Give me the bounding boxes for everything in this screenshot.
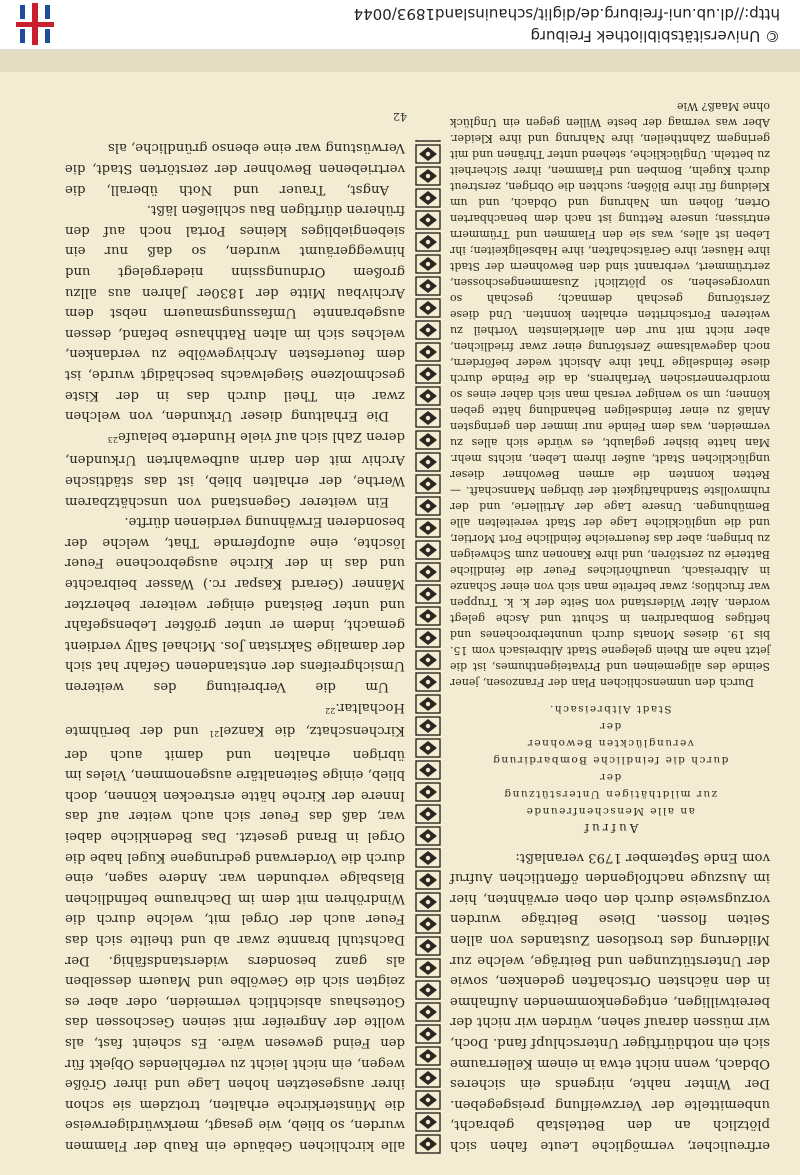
appeal-line: Stadt Altbreisach. — [548, 703, 672, 716]
paragraph: Die Erhaltung dieser Urkunden, von welchen zwar ein Theil durch das in der Kiste geschmolzene Siegelwachs beschädigt wurde, ist dem feuerfesten Archivgewölbe zu verdanken, welches sich im alten Rathhause befand, dessen ausgebrannte Umfassungsmauern nebst dem Archivbau Mitte der 1830er Jahren aus allzu großem Ordnungssinn niedergelegt und hinweggeräumt wurden, so daß nur ein siebengiebliges kleines Portal noch auf den früheren dürftigen Bau schließen läßt. — [65, 202, 405, 424]
page-edge — [0, 50, 800, 72]
appeal-line: durch die feindliche Bombardirung — [491, 754, 729, 767]
appeal-line: an alle Menschenfreunde — [525, 805, 695, 818]
appeal-line: der — [598, 720, 622, 733]
paragraph: erfreulicher, vermögliche Leute fahen sich plötzlich an den Bettelstab gebracht, unbemittelte der Verzweiflung preisgegeben. Der Winter nahte, nirgends ein sicheres Obdach, wenn nicht etwa in einem Kellerraume sich ein nothdürftiger Unterschlupf fand. Doch, wir müssen darauf sehen, würden wir nicht der bereitwilligen, entgegenkommenden Aufnahme in den nächsten Ortschaften gedenken, sowie der Unterstützungen und Beiträge, welche zur Milderung des trostlosen Zustandes von allen Seiten flossen. Diese Beiträge wurden vorzugsweise durch den oben erwähnten, hier im Auszuge nachfolgenden öffentlichen Aufruf vom Ende September 1793 veranlaßt: — [450, 849, 770, 1153]
appeal-heading: Aufruf — [581, 821, 639, 836]
paragraph — [65, 425, 405, 510]
paragraph — [65, 696, 405, 1155]
appeal-notice — [450, 700, 770, 836]
left-text-column — [450, 100, 770, 1155]
paragraph: Um die Verbreitung des weiteren Umsichgreifens der entstandenen Gefahr hat sich der damalige Sakristan Jos. Michael Sally verdient gemacht, indem er unter größter Lebensgefahr und unter Beistand einiger weiterer beherzter Männer (Gerard Kaspar rc.) Wasser beibrachte und das in der Kirche ausgebrochene Feuer löschte, eine aufopfernde That, welche der besonderen Erwähnung verdienen dürfte. — [65, 514, 405, 694]
appeal-body-text: Durch den unmenschlichen Plan der Franzosen, jener Seinde des allgemeinen und Privateigenthumes, ist die jetzt nahe am Rhein gelegene Stadt Altbreisach vom 15. bis 19. dieses Monats durch ununterbrochenes und heftiges Bombardiren in Schutt und Asche gelegt worden. Alter Widerstand von Seite der k. k. Truppen war fruchtlos; zwar befreite man sich von einer Schanze in Altbreisach, unaufhörliches Feuer die feindliche Batterie zu zerstören, und ihre Kanonen zum Schweigen zu bringen; aber das feuerreiche feindliche Fort Mortier, und die unglückliche Lage der Stadt vereitelten alle Bemühungen. Unsere Lage der Artillerie, und der ruhmvollste Standhaftigkeit der übrigen Mannschaft. — Retten konnten die armen Bewohner dieser unglücklichen Stadt, außer ihrem Leben, nichts mehr. Man hatte bisher geglaubt, es würde sich alles zu vermeiden, was dem Feinde nur immer den geringsten Anlaß zu einer feindseligen Behandlung hätte geben können; um so weniger versah man sich daher eines so mordbrennerischen Verfahrens, da die Feinde durch diese feindselige That ihre Absicht weder befördern, noch dagewaltsame Zerstörung einer zwar friedlichen, aber nicht mit nur den allerkleinsten Vortheil zu weiteren Fortschritten erhalten konnten. Und diese Zerstörung geschah demnach; geschah so unvorgesehen, so plötzlich! Zusammengeschossen, zertrümmert, verbrannt sind den Bewohnern der Stadt ihre Häuser, ihre Gerätschaften, ihre Habseligkeiten; ihr Leben ist alles, was sie den Flammen und Trümmern entrissen; unsere Rettung ist nach dem benachbarten Orten, flohen um Nahrung und Obdach, und um Kleidung für ihre Blößen; suchten die Obrigen, zerstreut durch Kugeln, Bomben und Flammen, ihrer Sicherheit zu betteln. Unglückliche, stehend unter Thränen und mit geringem Zahntheilen, ihre Nahrung und ihre Kleider. Aber was vermag der beste Willen gegen ein Unglück ohne Maaß? Wie — [450, 100, 770, 690]
paragraph: Angst, Trauer und Noth überall, die vertriebenen Bewohner der zerstörten Stadt, die Verwüstung war eine ebenso gründliche, als — [65, 140, 405, 197]
right-text-column — [65, 140, 405, 1155]
permalink-url[interactable]: http://dl.ub.uni-freiburg.de/diglit/schauinsland1893/0044 — [353, 5, 780, 23]
appeal-line: verunglückten Bewohner — [526, 737, 694, 750]
ornamental-vertical-divider-icon — [412, 140, 444, 1155]
footnote-mark: 22 — [325, 705, 336, 715]
page-number: 42 — [393, 110, 407, 123]
copyright-credit: © Universitätsbibliothek Freiburg — [530, 27, 780, 45]
paragraph-text: Ein weiterer Gegenstand von unschätzbarem Werthe, der erhalten blieb, ist das städtische Archiv mit den darin aufbewahrten Urkunden, deren Zahl sich auf viele Hunderte belaufe — [65, 428, 405, 509]
ub-freiburg-logo-icon[interactable] — [10, 1, 60, 47]
paragraph-text: und der berühmte Hochaltar. — [65, 699, 405, 739]
paragraph-text: alle kirchlichen Gebäude ein Raub der Flammen wurden, so blieb, wie gesagt, merkwürdigerweise die Münsterkirche erhalten, trotzdem sie schon ihrer ausgesetzten hohen Lage und ihrer Größe wegen, ein nicht leicht zu verfehlendes Objekt für den Feind gewesen wäre. Es scheint fast, als wollte der Angreifer mit seinen Geschossen das Gotteshaus absichtlich vermeiden, oder aber es zeigten sich die Gewölbe und Mauern desselben als ganz besonders widerstandsfähig. Der Dachstuhl brannte zwar ab und theilte sich das Feuer auch der Orgel mit, welche durch die Windröhren mit dem im Dachraume befindlichen Blasbalge verbunden war. Andere sagen, eine durch die Vorderwand gedrungene Kugel habe die Orgel in Brand gesetzt. Das Bedenkliche dabei war, daß das Feuer sich auch weiter auf das Innere der Kirche hätte erstrecken können, doch blieb, einige Seitenaltäre ausgenommen, Vieles im übrigen erhalten und damit auch der Kirchenschatz, die Kanzel — [65, 723, 405, 1153]
scanned-book-page — [0, 50, 800, 1175]
appeal-line: zur mildthätigen Unterstützung — [502, 788, 718, 801]
viewer-header — [0, 0, 800, 50]
footnote-mark: 21 — [209, 729, 220, 739]
appeal-line: der — [598, 771, 622, 784]
footnote-mark: 23 — [107, 434, 119, 444]
